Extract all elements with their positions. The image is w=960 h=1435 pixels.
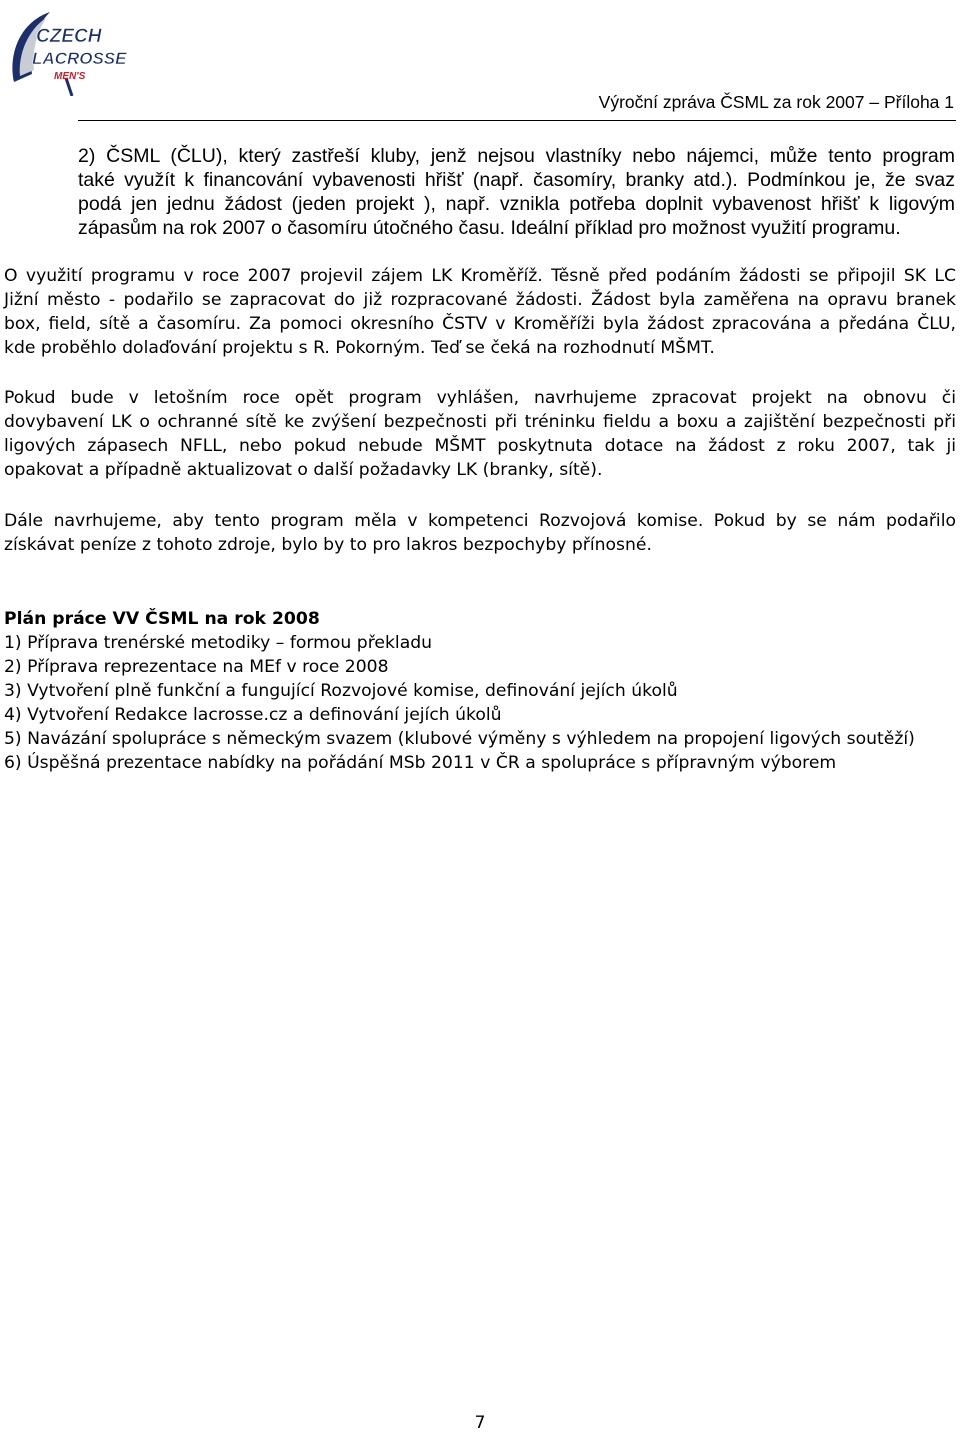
paragraph-proposal-nets (4, 386, 956, 482)
paragraph-line: podá jen jednu žádost (jeden projekt ), např. vznikla potřeba doplnit vybavenost hřišť k ligovým (78, 193, 955, 215)
page-number: 7 (474, 1413, 486, 1433)
logo-text-lacrosse: LACROSSE (32, 49, 127, 68)
logo-text-mens: MEN'S (54, 71, 86, 82)
report-header-title: Výroční zpráva ČSML za rok 2007 – Příloha 1 (598, 92, 954, 112)
paragraph-line: Dále navrhujeme, aby tento program měla v kompetenci Rozvojová komise. Pokud by se nám podařilo (4, 511, 956, 531)
paragraph-line: dovybavení LK o ochranné sítě ke zvýšení bezpečnosti při tréninku fieldu a boxu a zajištění bezpečnosti při (4, 412, 956, 432)
paragraph-line: opakovat a případně aktualizovat o další požadavky LK (branky, sítě). (4, 460, 603, 480)
paragraph-line: ligových zápasech NFLL, nebo pokud nebude MŠMT poskytnuta dotace na žádost z roku 2007, tak ji (4, 436, 956, 456)
paragraph-line: získávat peníze z tohoto zdroje, bylo by to pro lakros bezpochyby přínosné. (4, 535, 652, 555)
czech-lacrosse-mens-logo (6, 4, 130, 96)
work-plan-item: 6) Úspěšná prezentace nabídky na pořádání MSb 2011 v ČR a spolupráce s přípravným výborem (4, 753, 837, 773)
logo-text-czech: CZECH (36, 26, 102, 47)
header-divider (78, 120, 956, 121)
paragraph-line: Jižní město - podařilo se zapracovat do již rozpracované žádosti. Žádost byla zaměřena na opravu branek (4, 290, 956, 310)
paragraph-line: zápasům na rok 2007 o časomíru útočného času. Ideální příklad pro možnost využití programu. (78, 217, 901, 239)
paragraph-line: Pokud bude v letošním roce opět program vyhlášen, navrhujeme zpracovat projekt na obnovu či (4, 388, 956, 408)
paragraph-kromeriz-usage (4, 264, 956, 360)
paragraph-line: box, field, sítě a časomíru. Za pomoci okresního ČSTV v Kroměříži byla žádost zpracována a předána ČLU, (4, 314, 956, 334)
work-plan-item: 3) Vytvoření plně funkční a fungující Rozvojové komise, definování jejích úkolů (4, 681, 678, 701)
paragraph-line: 2) ČSML (ČLU), který zastřeší kluby, jenž nejsou vlastníky nebo nájemci, může tento program (78, 145, 955, 167)
work-plan-item: 4) Vytvoření Redakce lacrosse.cz a definování jejích úkolů (4, 705, 502, 725)
paragraph-line: kde proběhlo dolaďování projektu s R. Pokorným. Teď se čeká na rozhodnutí MŠMT. (4, 338, 715, 358)
paragraph-development-committee (4, 509, 956, 557)
work-plan-heading: Plán práce VV ČSML na rok 2008 (4, 609, 320, 629)
work-plan-item: 5) Navázání spolupráce s německým svazem (klubové výměny s výhledem na propojení ligových soutěží) (4, 729, 915, 749)
work-plan-item: 2) Příprava reprezentace na MEf v roce 2008 (4, 657, 389, 677)
work-plan-2008 (4, 607, 956, 775)
work-plan-item: 1) Příprava trenérské metodiky – formou překladu (4, 633, 433, 653)
paragraph-line: O využití programu v roce 2007 projevil zájem LK Kroměříž. Těsně před podáním žádosti se připojil SK LC (4, 266, 956, 286)
paragraph-program-for-union (78, 144, 955, 240)
paragraph-line: také využít k financování vybavenosti hřišť (např. časomíry, branky atd.). Podmínkou je, že svaz (78, 169, 955, 191)
